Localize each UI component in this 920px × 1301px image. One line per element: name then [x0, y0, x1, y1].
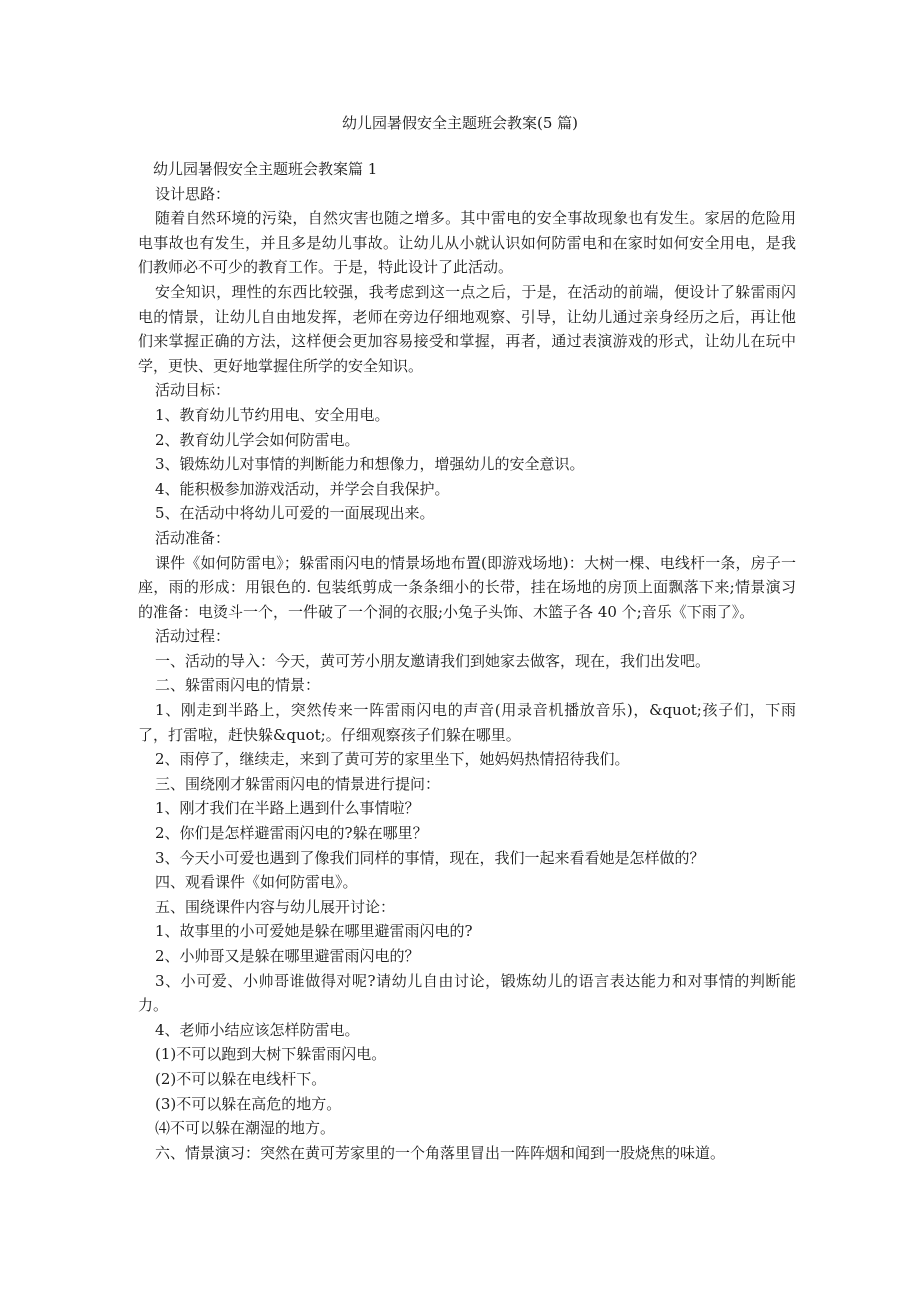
list-item: 五、围绕课件内容与幼儿展开讨论：: [155, 897, 396, 916]
paragraph: 课件《如何防雷电》；躲雷雨闪电的情景场地布置(即游戏场地)：大树一棵、电线杆一条，房子一座，雨的形成：用银色的. 包装纸剪成一条条细小的长带，挂在场地的房顶上面飘落下来;情景演习的准备：电烫斗一个，一件破了一个洞的衣服;小兔子头饰、木篮子各 40 个;音乐《下雨了》。: [138, 553, 796, 621]
list-item: 4、能积极参加游戏活动，并学会自我保护。: [155, 479, 450, 498]
document-title: 幼儿园暑假安全主题班会教案(5 篇): [341, 114, 579, 132]
list-item: 1、故事里的小可爱她是躲在哪里避雷雨闪电的?: [155, 922, 473, 941]
list-item: (3)不可以躲在高危的地方。: [155, 1094, 342, 1113]
list-item: 1、刚走到半路上，突然传来一阵雷雨闪电的声音(用录音机播放音乐)，&quot;孩子们，下雨了，打雷啦，赶快躲&quot;。仔细观察孩子们躲在哪里。: [138, 701, 796, 744]
section-heading: 幼儿园暑假安全主题班会教案篇 1: [153, 160, 378, 178]
list-item: 2、雨停了，继续走，来到了黄可芳的家里坐下，她妈妈热情招待我们。: [155, 750, 630, 769]
paragraph: 活动过程：: [155, 627, 231, 646]
list-item: 2、教育幼儿学会如何防雷电。: [155, 430, 360, 449]
list-item: (1)不可以跑到大树下躲雷雨闪电。: [155, 1045, 387, 1064]
list-item: 一、活动的导入：今天，黄可芳小朋友邀请我们到她家去做客，现在，我们出发吧。: [155, 651, 711, 670]
list-item: 2、你们是怎样避雷雨闪电的?躲在哪里？: [155, 824, 428, 843]
paragraph: 安全知识，理性的东西比较强，我考虑到这一点之后，于是，在活动的前端，便设计了躲雷雨闪电的情景，让幼儿自由地发挥，老师在旁边仔细地观察、引导，让幼儿通过亲身经历之后，再让他们来掌握正确的方法，这样便会更加容易接受和掌握，再者，通过表演游戏的形式，让幼儿在玩中学，更快、更好地掌握住所学的安全知识。: [138, 282, 796, 375]
list-item: 5、在活动中将幼儿可爱的一面展现出来。: [155, 504, 435, 523]
list-item: 3、小可爱、小帅哥谁做得对呢?请幼儿自由讨论，锻炼幼儿的语言表达能力和对事情的判断能力。: [138, 971, 796, 1015]
list-item: (2)不可以躲在电线杆下。: [155, 1069, 327, 1088]
list-item: 1、教育幼儿节约用电、安全用电。: [155, 405, 390, 424]
list-item: 2、小帅哥又是躲在哪里避雷雨闪电的？: [155, 947, 420, 965]
list-item: 1、刚才我们在半路上遇到什么事情啦？: [155, 799, 420, 818]
list-item: 4、老师小结应该怎样防雷电。: [155, 1020, 360, 1039]
document-body: [138, 157, 796, 1165]
list-item: 二、躲雷雨闪电的情景：: [155, 676, 321, 695]
paragraph: 设计思路：: [155, 184, 231, 203]
paragraph: 活动目标：: [155, 381, 231, 400]
list-item: 三、围绕刚才躲雷雨闪电的情景进行提问：: [155, 774, 441, 793]
list-item: 六、情景演习：突然在黄可芳家里的一个角落里冒出一阵阵烟和闻到一股烧焦的味道。: [155, 1143, 726, 1162]
list-item: 3、今天小可爱也遇到了像我们同样的事情，现在，我们一起来看看她是怎样做的？: [155, 848, 705, 867]
paragraph: 活动准备：: [155, 528, 231, 547]
paragraph: 随着自然环境的污染，自然灾害也随之增多。其中雷电的安全事故现象也有发生。家居的危险用电事故也有发生，并且多是幼儿事故。让幼儿从小就认识如何防雷电和在家时如何安全用电，是我们教师必不可少的教育工作。于是，特此设计了此活动。: [138, 209, 796, 277]
list-item: 3、锻炼幼儿对事情的判断能力和想像力，增强幼儿的安全意识。: [155, 455, 585, 474]
list-item: ⑷不可以躲在潮湿的地方。: [155, 1119, 336, 1138]
list-item: 四、观看课件《如何防雷电》。: [155, 873, 358, 892]
